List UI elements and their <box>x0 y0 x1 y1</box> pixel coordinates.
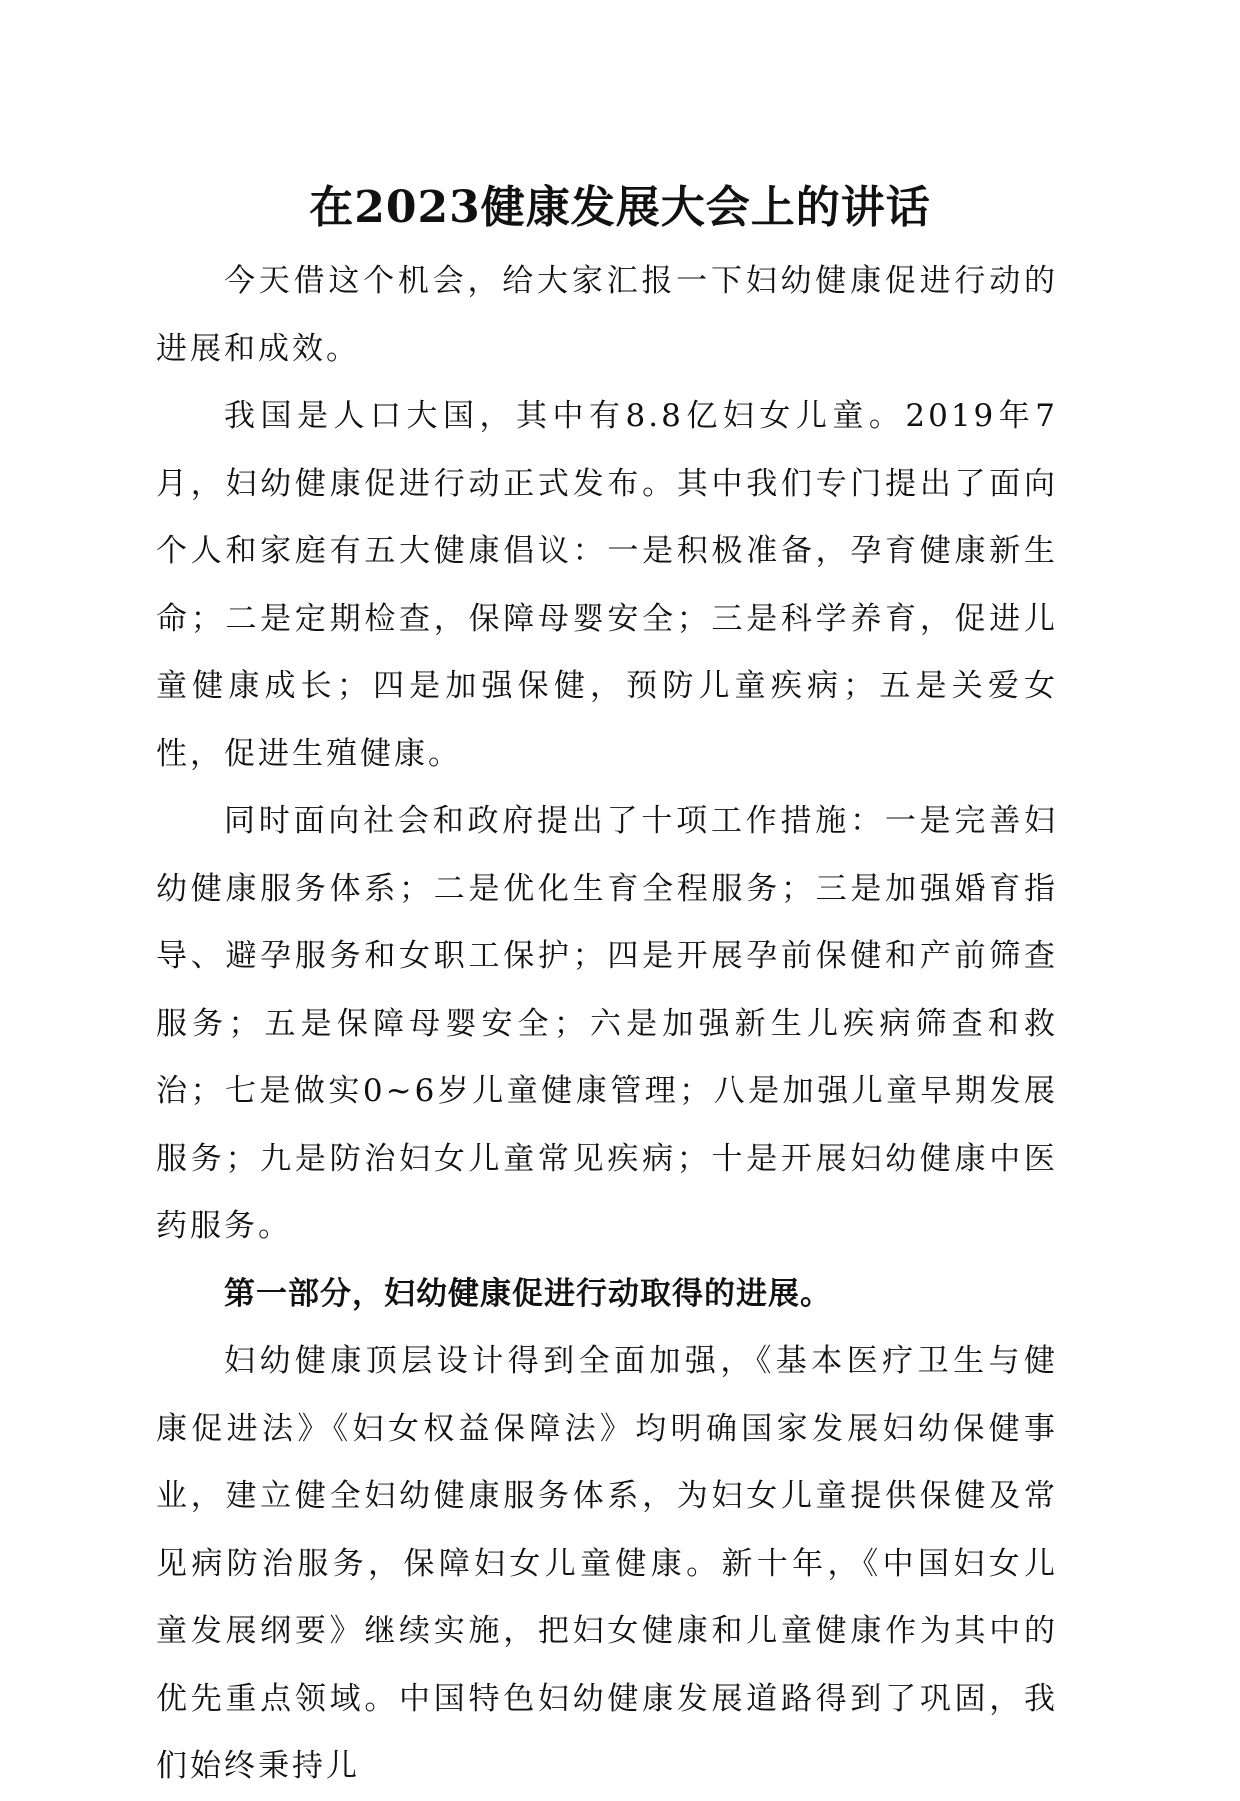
intro-paragraph: 今天借这个机会，给大家汇报一下妇幼健康促进行动的进展和成效。 <box>156 263 1058 367</box>
health-initiatives-paragraph: 我国是人口大国，其中有8.8亿妇女儿童。2019年7月，妇幼健康促进行动正式发布。其中我们专门提出了面向个人和家庭有五大健康倡议：一是积极准备，孕育健康新生命；二是定期检查，保障母婴安全；三是科学养育，促进儿童健康成长；四是加强保健，预防儿童疾病；五是关爱女性，促进生殖健康。 <box>156 398 1058 772</box>
document-title: 在2023健康发展大会上的讲话 <box>309 182 931 233</box>
work-measures-paragraph: 同时面向社会和政府提出了十项工作措施：一是完善妇幼健康服务体系；二是优化生育全程服务；三是加强婚育指导、避孕服务和女职工保护；四是开展孕前保健和产前筛查服务；五是保障母婴安全；六是加强新生儿疾病筛查和救治；七是做实0~6岁儿童健康管理；八是加强儿童早期发展服务；九是防治妇女儿童常见疾病；十是开展妇幼健康中医药服务。 <box>156 803 1058 1244</box>
document-body <box>156 248 1058 1801</box>
section-heading: 第一部分，妇幼健康促进行动取得的进展。 <box>224 1275 832 1312</box>
section-paragraph: 妇幼健康顶层设计得到全面加强，《基本医疗卫生与健康促进法》《妇女权益保障法》均明确国家发展妇幼保健事业，建立健全妇幼健康服务体系，为妇女儿童提供保健及常见病防治服务，保障妇女儿童健康。新十年，《中国妇女儿童发展纲要》继续实施，把妇女健康和儿童健康作为其中的优先重点领域。中国特色妇幼健康发展道路得到了巩固，我们始终秉持儿 <box>156 1343 1058 1784</box>
